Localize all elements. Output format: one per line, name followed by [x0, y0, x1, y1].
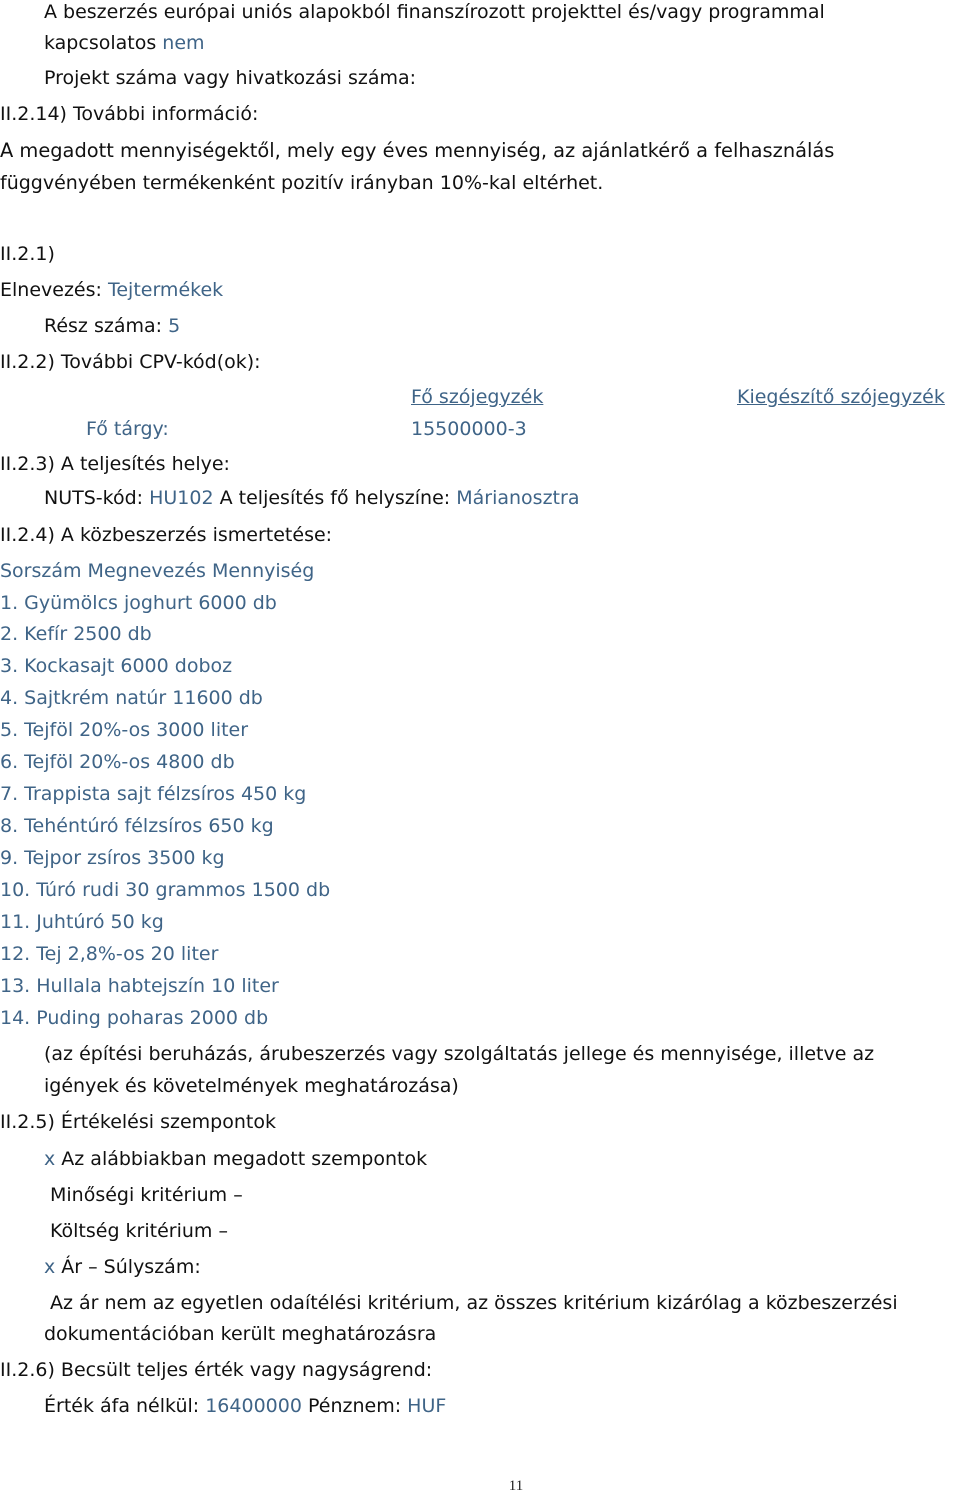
part-number-label: Rész száma:: [44, 315, 163, 337]
additional-info-text2: függvényében termékenként pozitív irányban 10%-kal eltérhet.: [0, 172, 604, 194]
value-label: Érték áfa nélkül:: [44, 1395, 200, 1417]
place-label: A teljesítés fő helyszíne:: [219, 487, 451, 509]
currency-value: HUF: [407, 1395, 447, 1417]
cpv-supplementary-vocabulary-header: Kiegészítő szójegyzék: [737, 386, 945, 408]
eu-funding-value: nem: [162, 32, 205, 54]
criteria-note2: dokumentációban került meghatározásra: [44, 1323, 437, 1345]
list-item: 10. Túró rudi 30 grammos 1500 db: [0, 879, 331, 901]
description-note2: igények és követelmények meghatározása): [44, 1075, 459, 1097]
list-item: 11. Juhtúró 50 kg: [0, 911, 164, 933]
part-number-value: 5: [168, 315, 181, 337]
list-item: 14. Puding poharas 2000 db: [0, 1007, 269, 1029]
quality-criterion: Minőségi kritérium –: [50, 1184, 243, 1206]
page-number: 11: [508, 1478, 524, 1494]
cpv-main-object-value: 15500000-3: [411, 418, 527, 440]
items-table-header: Sorszám Megnevezés Mennyiség: [0, 560, 315, 582]
list-item: 7. Trappista sajt félzsíros 450 kg: [0, 783, 307, 805]
section-2-2-5-heading: II.2.5) Értékelési szempontok: [0, 1111, 276, 1133]
name-value: Tejtermékek: [107, 279, 224, 301]
cpv-main-vocabulary-header: Fő szójegyzék: [411, 386, 544, 408]
criteria-option-mark: x: [44, 1148, 56, 1170]
section-2-2-14-heading: II.2.14) További információ:: [0, 103, 259, 125]
description-note1: (az építési beruházás, árubeszerzés vagy szolgáltatás jellege és mennyisége, illetve az: [44, 1043, 875, 1065]
criteria-option-line: [44, 1147, 427, 1171]
section-2-2-6-heading: II.2.6) Becsült teljes érték vagy nagyságrend:: [0, 1359, 433, 1381]
value-amount: 16400000: [205, 1395, 302, 1417]
section-2-2-2-heading: II.2.2) További CPV-kód(ok):: [0, 351, 261, 373]
list-item: 6. Tejföl 20%-os 4800 db: [0, 751, 235, 773]
list-item: 5. Tejföl 20%-os 3000 liter: [0, 719, 249, 741]
section-2-2-1-heading: II.2.1): [0, 243, 55, 265]
criteria-note1: Az ár nem az egyetlen odaítélési kritérium, az összes kritérium kizárólag a közbeszerzési: [50, 1292, 898, 1314]
price-criterion-label: Ár – Súlyszám:: [61, 1256, 201, 1278]
additional-info-text1: A megadott mennyiségektől, mely egy éves mennyiség, az ajánlatkérő a felhasználás: [0, 139, 835, 162]
cost-criterion: Költség kritérium –: [50, 1220, 228, 1242]
list-item: 9. Tejpor zsíros 3500 kg: [0, 847, 225, 869]
list-item: 4. Sajtkrém natúr 11600 db: [0, 687, 263, 709]
name-label: Elnevezés:: [0, 279, 102, 301]
eu-funding-line2: [44, 31, 205, 55]
list-item: 3. Kockasajt 6000 doboz: [0, 655, 233, 677]
list-item: 1. Gyümölcs joghurt 6000 db: [0, 592, 277, 614]
project-number-label: Projekt száma vagy hivatkozási száma:: [44, 67, 417, 89]
list-item: 13. Hullala habtejszín 10 liter: [0, 975, 279, 997]
criteria-option-label: Az alábbiakban megadott szempontok: [61, 1148, 428, 1170]
section-2-2-4-heading: II.2.4) A közbeszerzés ismertetése:: [0, 524, 333, 546]
eu-funding-line1: [44, 0, 825, 24]
nuts-label: NUTS-kód:: [44, 487, 144, 509]
name-line: [0, 278, 223, 302]
price-criterion-mark: x: [44, 1256, 56, 1278]
eu-funding-label: A beszerzés európai uniós alapokból finanszírozott projekttel és/vagy programmal: [44, 1, 825, 23]
nuts-value: HU102: [149, 487, 214, 509]
place-value: Márianosztra: [456, 487, 580, 509]
estimated-value-line: [44, 1394, 446, 1418]
nuts-line: [44, 486, 579, 510]
list-item: 2. Kefír 2500 db: [0, 623, 152, 645]
list-item: 12. Tej 2,8%-os 20 liter: [0, 943, 219, 965]
list-item: 8. Tehéntúró félzsíros 650 kg: [0, 815, 274, 837]
eu-funding-label-cont: kapcsolatos: [44, 32, 157, 54]
price-criterion-line: [44, 1255, 201, 1279]
section-2-2-3-heading: II.2.3) A teljesítés helye:: [0, 453, 230, 475]
cpv-main-object-label: Fő tárgy:: [86, 418, 169, 440]
currency-label: Pénznem:: [307, 1395, 402, 1417]
part-number-line: [44, 314, 180, 338]
